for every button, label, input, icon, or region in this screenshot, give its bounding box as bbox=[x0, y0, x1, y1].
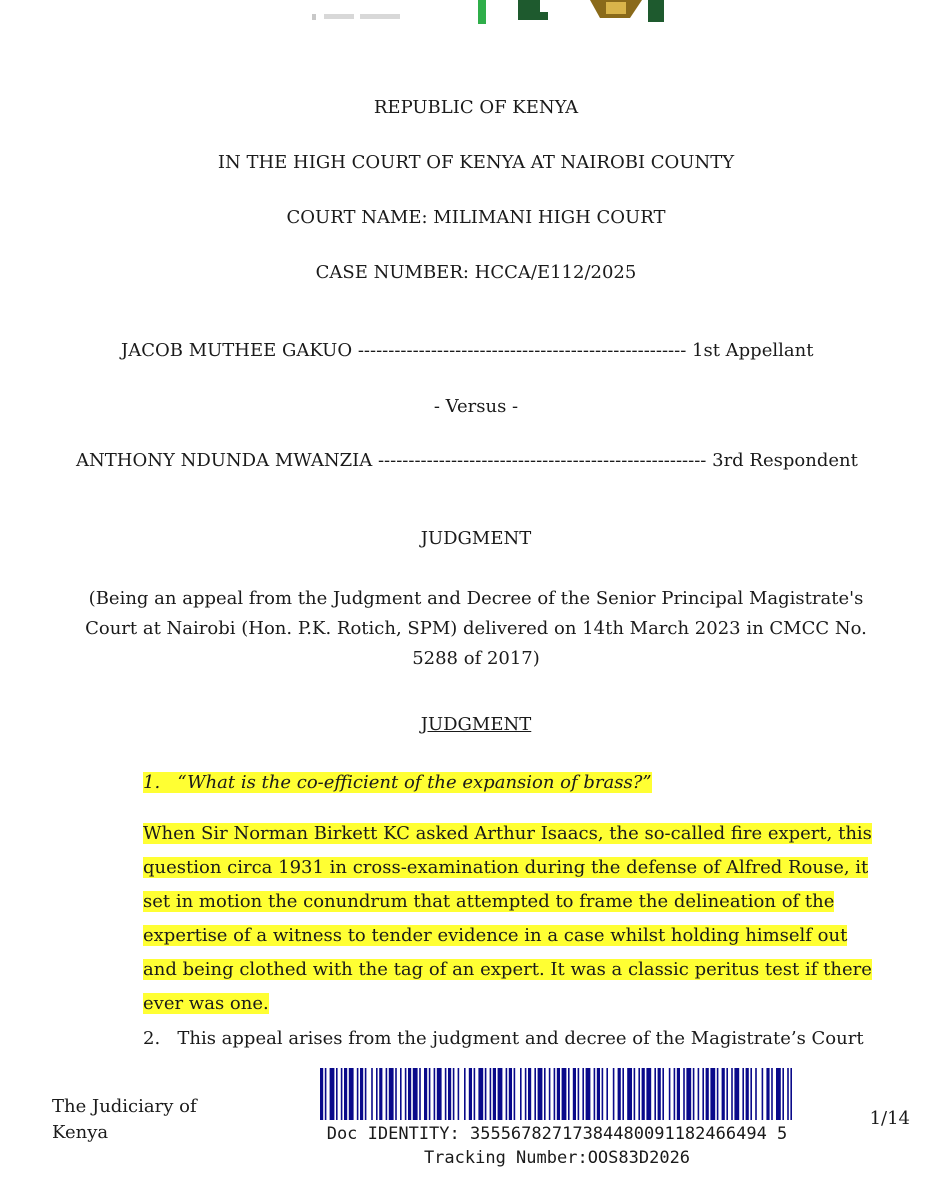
paragraph-2-number: 2. bbox=[143, 1028, 161, 1049]
appellant-dashes: ------------------------------------------------------ bbox=[357, 340, 687, 361]
judgment-heading: JUDGMENT bbox=[420, 528, 532, 549]
paragraph-1-line: and being clothed with the tag of an expert. It was a classic peritus test if there bbox=[143, 959, 872, 980]
header-court-name: COURT NAME: MILIMANI HIGH COURT bbox=[286, 207, 666, 228]
appeal-note bbox=[0, 584, 952, 674]
paragraph-1-line: ever was one. bbox=[143, 993, 269, 1014]
appeal-note-line: 5288 of 2017) bbox=[412, 648, 540, 669]
respondent-name: ANTHONY NDUNDA MWANZIA bbox=[76, 450, 373, 471]
appellant-name: JACOB MUTHEE GAKUO bbox=[121, 340, 353, 361]
respondent-role: 3rd Respondent bbox=[712, 450, 858, 471]
paragraph-1-quote-line bbox=[143, 768, 652, 798]
judgment-heading-underlined bbox=[0, 714, 952, 735]
paragraph-2 bbox=[143, 1028, 864, 1049]
paragraph-1-line: expertise of a witness to tender evidence in a case whilst holding himself out bbox=[143, 925, 848, 946]
appeal-note-line: Court at Nairobi (Hon. P.K. Rotich, SPM) delivered on 14th March 2023 in CMCC No. bbox=[85, 618, 867, 639]
paragraph-1-line: question circa 1931 in cross-examination during the defense of Alfred Rouse, it bbox=[143, 857, 869, 878]
barcode-image bbox=[320, 1068, 792, 1120]
respondent-dashes: ------------------------------------------------------ bbox=[377, 450, 707, 471]
paragraph-1-line: When Sir Norman Birkett KC asked Arthur Isaacs, the so-called fire expert, this bbox=[143, 823, 872, 844]
doc-identity: Doc IDENTITY: 35556782717384480091182466494 5 bbox=[326, 1124, 788, 1144]
header-case-number: CASE NUMBER: HCCA/E112/2025 bbox=[315, 262, 637, 283]
appellant-line bbox=[121, 340, 813, 361]
judgment-heading-text: JUDGMENT bbox=[420, 714, 532, 735]
footer-judiciary-line: The Judiciary of bbox=[52, 1096, 197, 1117]
appellant-role: 1st Appellant bbox=[692, 340, 814, 361]
paragraph-2-text: This appeal arises from the judgment and decree of the Magistrate’s Court bbox=[177, 1028, 864, 1049]
header-republic: REPUBLIC OF KENYA bbox=[373, 97, 579, 118]
footer-judiciary-line: Kenya bbox=[52, 1122, 109, 1143]
appeal-note-line: (Being an appeal from the Judgment and Decree of the Senior Principal Magistrate's bbox=[88, 588, 864, 609]
court-seal-emblem bbox=[300, 0, 700, 26]
header-court: IN THE HIGH COURT OF KENYA AT NAIROBI COUNTY bbox=[217, 152, 735, 173]
paragraph-1-body bbox=[143, 817, 913, 1021]
paragraph-1-quote: “What is the co-efficient of the expansion of brass?” bbox=[177, 772, 652, 793]
page-number: 1/14 bbox=[869, 1108, 910, 1129]
respondent-line bbox=[76, 450, 858, 471]
tracking-number: Tracking Number:OOS83D2026 bbox=[423, 1148, 691, 1168]
paragraph-1-line: set in motion the conundrum that attempted to frame the delineation of the bbox=[143, 891, 835, 912]
paragraph-1-number: 1. bbox=[143, 772, 161, 793]
versus-label: - Versus - bbox=[433, 396, 519, 417]
